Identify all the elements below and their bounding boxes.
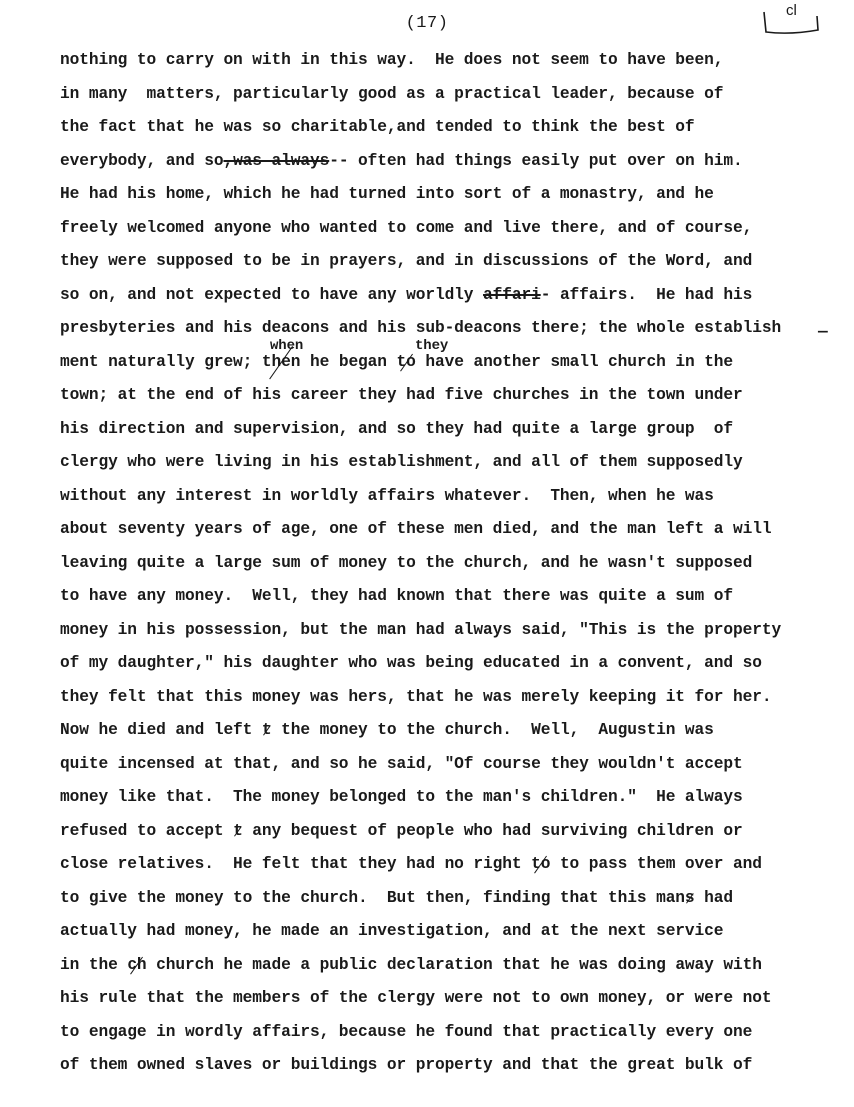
text-line: they felt that this money was hers, that he was merely keeping it for her. xyxy=(60,687,772,706)
text-line xyxy=(60,888,840,922)
text-line: nothing to carry on with in this way. He does not seem to have been, xyxy=(60,51,724,69)
line-text: close relatives. He felt that they had no right xyxy=(60,855,532,873)
text-line: of them owned slaves or buildings or property and that the great bulk of xyxy=(60,1056,753,1074)
corner-annotation xyxy=(760,2,822,36)
text-line xyxy=(60,337,840,386)
text-line xyxy=(60,285,840,319)
line-text: have another small church in the xyxy=(415,352,734,371)
line-text: presbyteries and his deacons and his sub-deacons there; the whole establish xyxy=(60,319,782,337)
inserted-word: they xyxy=(415,337,449,354)
text-line: to have any money. Well, they had known that there was quite a sum of xyxy=(60,587,733,605)
struck-text: affari xyxy=(483,285,541,304)
line-text: refused to accept xyxy=(60,821,234,840)
text-line: leaving quite a large sum of money to the church, and he wasn't supposed xyxy=(60,553,753,572)
crossed-out-text: to xyxy=(396,352,416,371)
line-text: church he made a public declaration that he was doing away with xyxy=(146,955,762,974)
text-line: of my daughter," his daughter who was being educated in a convent, and so xyxy=(60,654,762,672)
crossed-out-text: to xyxy=(531,855,551,873)
text-line: in many matters, particularly good as a practical leader, because of xyxy=(60,84,724,103)
text-line xyxy=(60,720,840,754)
crossed-out-text: then xyxy=(261,352,301,371)
text-line: money like that. The money belonged to the man's children." He always xyxy=(60,788,743,806)
text-line: his direction and supervision, and so they had quite a large group of xyxy=(60,419,733,438)
line-text: he began xyxy=(300,352,397,371)
line-text: ment naturally grew; xyxy=(60,352,262,371)
line-text: to pass them over and xyxy=(550,855,762,873)
text-line xyxy=(60,955,840,989)
typed-text-body xyxy=(60,50,840,1089)
text-line xyxy=(60,854,840,888)
line-text: - affairs. He had his xyxy=(540,285,753,304)
corner-annotation-text: cl xyxy=(786,2,797,19)
text-line xyxy=(60,151,840,185)
line-text: everybody, and so xyxy=(60,151,224,170)
line-text: to give the money to the church. But then, finding that this man xyxy=(60,888,685,907)
text-line xyxy=(60,318,840,352)
text-line: without any interest in worldly affairs whatever. Then, when he was xyxy=(60,486,714,505)
text-line: He had his home, which he had turned into sort of a monastry, and he xyxy=(60,185,714,203)
corner-bracket-icon xyxy=(760,2,822,36)
text-line: freely welcomed anyone who wanted to come and live there, and of course, xyxy=(60,218,753,237)
text-line: his rule that the members of the clergy were not to own money, or were not xyxy=(60,989,772,1007)
text-line: money in his possession, but the man had always said, "This is the property xyxy=(60,620,782,639)
line-text: so on, and not expected to have any worldly xyxy=(60,285,484,304)
text-line: clergy who were living in his establishment, and all of them supposedly xyxy=(60,453,743,471)
crossed-out-text: s xyxy=(684,888,695,907)
text-line: actually had money, he made an investigation, and at the next service xyxy=(60,922,724,940)
line-text: the money to the church. Well, Augustin was xyxy=(271,721,714,739)
line-text: any bequest of people who had surviving children or xyxy=(242,821,743,840)
line-text: in the xyxy=(60,955,128,974)
line-text: had xyxy=(694,888,734,907)
text-line: about seventy years of age, one of these men died, and the man left a will xyxy=(60,520,772,538)
text-line: the fact that he was so charitable,and tended to think the best of xyxy=(60,118,695,136)
text-line xyxy=(60,821,840,855)
page-number: (17) xyxy=(405,14,449,33)
crossed-out-text: t xyxy=(233,821,243,840)
text-line: town; at the end of his career they had five churches in the town under xyxy=(60,386,743,404)
text-line: they were supposed to be in prayers, and in discussions of the Word, and xyxy=(60,252,753,270)
margin-dash-mark: — xyxy=(818,323,828,341)
line-text: -- often had things easily put over on him. xyxy=(329,151,743,170)
struck-text: ,was always xyxy=(223,151,330,170)
line-text: Now he died and left xyxy=(60,721,262,739)
text-line: to engage in wordly affairs, because he found that practically every one xyxy=(60,1022,753,1041)
crossed-out-text: ch xyxy=(127,955,147,974)
crossed-out-text: t xyxy=(261,721,272,739)
text-line: quite incensed at that, and so he said, "Of course they wouldn't accept xyxy=(60,754,743,773)
inserted-word: when xyxy=(270,337,304,354)
